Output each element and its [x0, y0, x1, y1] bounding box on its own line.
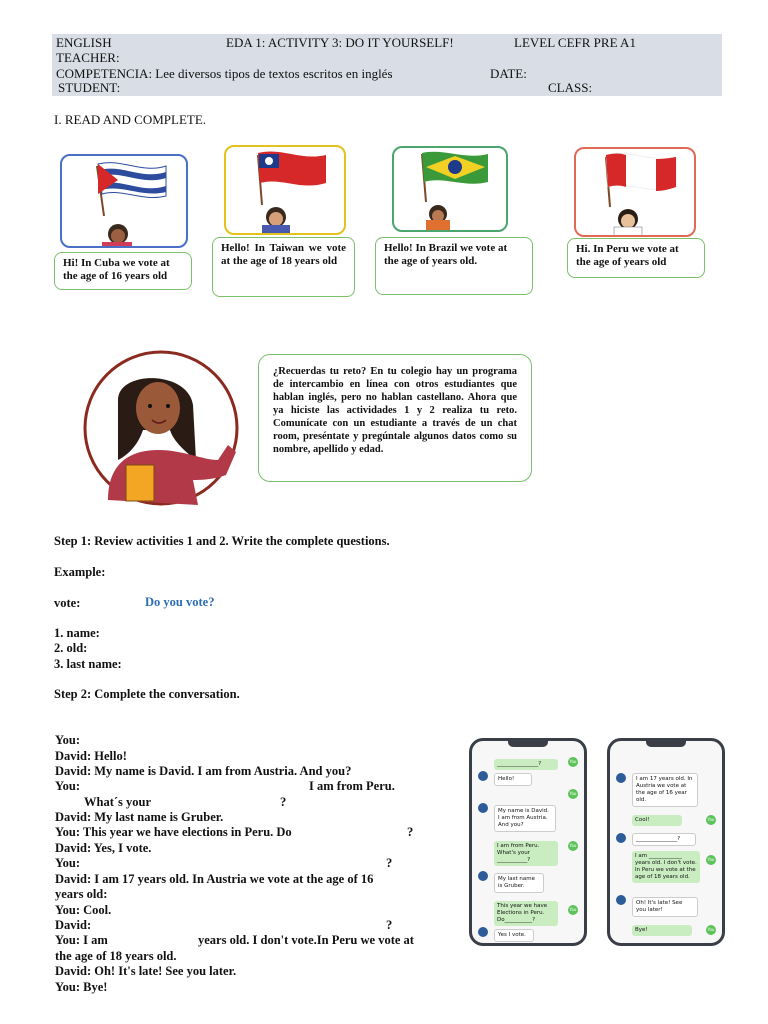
date-label: DATE:	[490, 66, 527, 81]
level-label: LEVEL CEFR PRE A1	[514, 35, 636, 50]
you-avatar: You	[706, 855, 716, 865]
conv-line: David:	[55, 918, 92, 932]
header-box	[52, 34, 722, 96]
student-label: STUDENT:	[58, 80, 121, 95]
conv-line: the age of 18 years old.	[55, 949, 177, 963]
brazil-flag-card	[392, 146, 508, 232]
subject-label: ENGLISH	[56, 35, 112, 50]
vote-answer: Do you vote?	[145, 595, 215, 609]
chat-message: I am from Peru. What's your ___________?	[494, 841, 558, 866]
class-label: CLASS:	[548, 80, 593, 95]
chat-message: I am 17 years old. In Austria we vote at the age of 16 year old.	[632, 773, 698, 807]
conv-line: years old. I don't vote.In Peru we vote at	[198, 933, 414, 947]
challenge-bubble: ¿Recuerdas tu reto? En tu colegio hay un programa de intercambio en línea con otros estudiantes que hablan inglés, pero no hablan castellano. Ahora que ya hiciste las actividades 1 y 2 realiza tu reto. Comunícate con un estudiante a través de un chat room, preséntate y pregúntale algunos datos como su nombre, apellido y edad.	[258, 354, 532, 482]
you-avatar: You	[706, 815, 716, 825]
brazil-flag-icon	[394, 148, 506, 230]
conv-line: David: My last name is Gruber.	[55, 810, 224, 824]
chat-message: My name is David. I am from Austria. And you?	[494, 805, 556, 832]
david-avatar	[616, 895, 626, 905]
conv-line: ?	[407, 825, 414, 839]
cuba-flag-icon	[62, 156, 186, 246]
example-label: Example:	[54, 565, 106, 579]
chat-message: _______________?	[632, 833, 696, 846]
conv-line: ?	[386, 856, 393, 870]
conv-line: David: I am 17 years old. In Austria we vote at the age of 16	[55, 872, 374, 886]
activity-title: EDA 1: ACTIVITY 3: DO IT YOURSELF!	[226, 35, 454, 50]
cuba-bubble: Hi! In Cuba we vote at the age of 16 years old	[54, 252, 192, 290]
conv-line: ?	[386, 918, 393, 932]
david-avatar	[478, 927, 488, 937]
conv-line: What´s your	[84, 795, 152, 809]
david-avatar	[478, 803, 488, 813]
conv-line: years old:	[55, 887, 108, 901]
david-avatar	[616, 833, 626, 843]
section-title: I. READ AND COMPLETE.	[54, 112, 207, 127]
conv-line: You: I am	[55, 933, 108, 947]
you-avatar: You	[568, 757, 578, 767]
chat-message: Bye!	[632, 925, 692, 936]
you-avatar: You	[568, 789, 578, 799]
taiwan-flag-icon	[226, 147, 344, 233]
conv-line: David: Hello!	[55, 749, 127, 763]
chat-message: Oh! It's late! See you later!	[632, 897, 698, 917]
conv-line: I am from Peru.	[309, 779, 395, 793]
conv-line: You:	[55, 779, 81, 793]
teacher-label: TEACHER:	[56, 50, 120, 65]
david-avatar	[478, 771, 488, 781]
conv-line: David: Yes, I vote.	[55, 841, 152, 855]
chat-message: Hello!	[494, 773, 532, 786]
phone-notch	[508, 741, 548, 747]
question-old: 2. old:	[54, 641, 88, 655]
david-avatar	[478, 871, 488, 881]
cuba-flag-card	[60, 154, 188, 248]
peru-flag-icon	[576, 149, 694, 235]
conv-line: You: This year we have elections in Peru. Do	[55, 825, 292, 839]
phone-chat-1	[469, 738, 587, 946]
vote-label: vote:	[54, 596, 81, 610]
chat-message: This year we have Elections in Peru. Do__________?	[494, 901, 558, 926]
chat-message: Yes I vote.	[494, 929, 534, 942]
conv-line: You: Cool.	[55, 903, 112, 917]
chat-message: My last name is Gruber.	[494, 873, 544, 893]
you-avatar: You	[568, 841, 578, 851]
david-avatar	[616, 773, 626, 783]
competencia-label: COMPETENCIA: Lee diversos tipos de textos escritos en inglés	[56, 66, 393, 81]
brazil-bubble: Hello! In Brazil we vote at the age of years old.	[375, 237, 533, 295]
conv-line: You: Bye!	[55, 980, 108, 994]
student-girl-illustration	[78, 350, 244, 506]
conv-line: David: My name is David. I am from Austria. And you?	[55, 764, 352, 778]
step2-title: Step 2: Complete the conversation.	[54, 687, 240, 701]
peru-bubble: Hi. In Peru we vote at the age of years old	[567, 238, 705, 278]
peru-flag-card	[574, 147, 696, 237]
question-last-name: 3. last name:	[54, 657, 122, 671]
conv-line: You:	[55, 733, 81, 747]
step1-title: Step 1: Review activities 1 and 2. Write the complete questions.	[54, 534, 390, 548]
chat-message: I am ____________ years old. I don't vote. In Peru we vote at the age of 18 years old.	[632, 851, 700, 883]
you-avatar: You	[706, 925, 716, 935]
you-avatar: You	[568, 905, 578, 915]
question-name: 1. name:	[54, 626, 100, 640]
chat-message: Cool!	[632, 815, 682, 826]
conv-line: You:	[55, 856, 81, 870]
conv-line: David: Oh! It's late! See you later.	[55, 964, 237, 978]
taiwan-bubble: Hello! In Taiwan we vote at the age of 18 years old	[212, 237, 355, 297]
phone-chat-2	[607, 738, 725, 946]
taiwan-flag-card	[224, 145, 346, 235]
conv-line: ?	[280, 795, 287, 809]
chat-message: _______________?	[494, 759, 558, 770]
phone-notch	[646, 741, 686, 747]
